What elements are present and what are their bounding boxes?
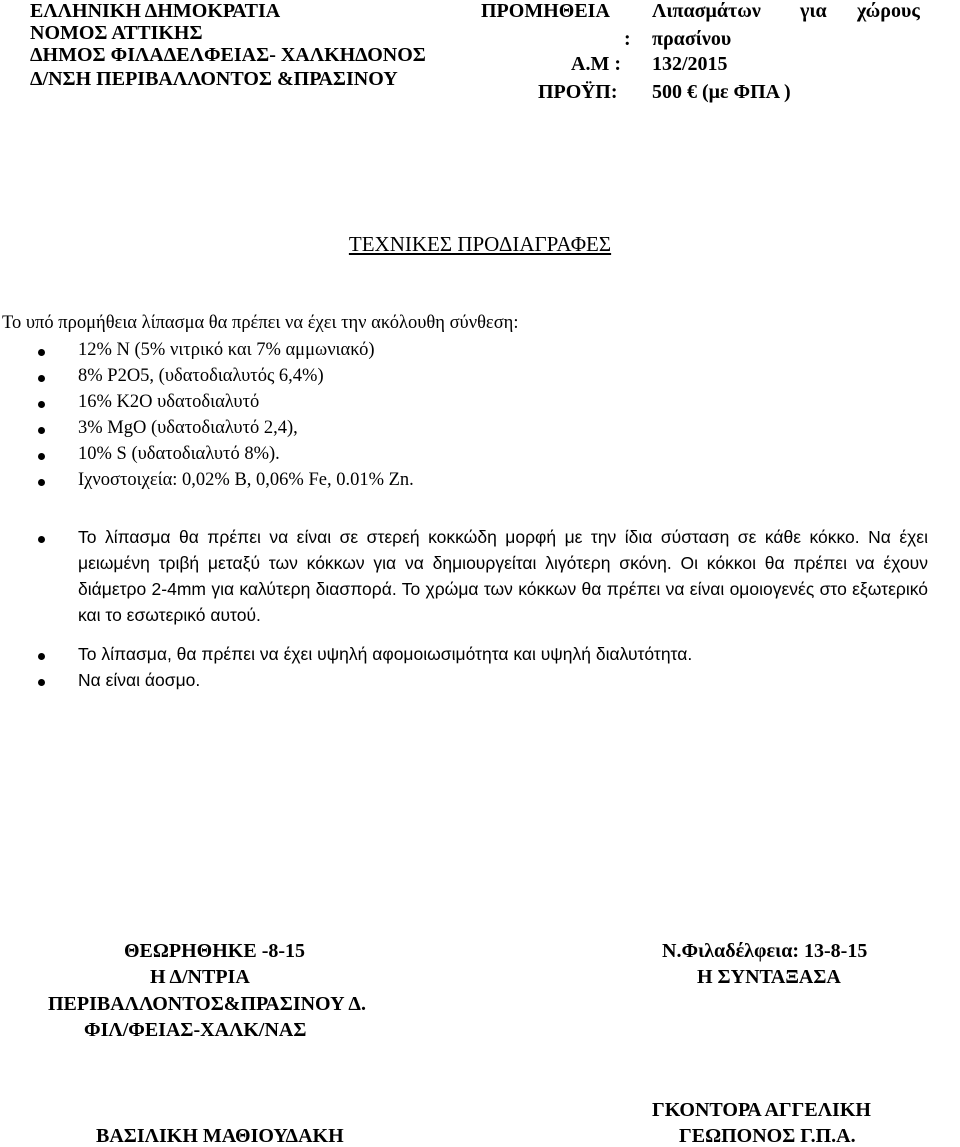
- bullet-icon: [38, 679, 45, 686]
- supply-value-word-2: για: [800, 0, 827, 22]
- header-country: ΕΛΛΗΝΙΚΗ ΔΗΜΟΚΡΑΤΙΑ: [30, 0, 281, 22]
- author-name: ΓΚΟΝΤΟΡΑ ΑΓΓΕΛΙΚΗ: [652, 1099, 871, 1121]
- bullet-icon: [38, 349, 45, 356]
- approver-name: ΒΑΣΙΛΙΚΗ ΜΑΘΙΟΥΔΑΚΗ: [96, 1125, 344, 1147]
- author-role: Η ΣΥΝΤΑΞΑΣΑ: [697, 966, 841, 988]
- requirement-item: Να είναι άοσμο.: [78, 670, 201, 690]
- am-value: 132/2015: [652, 53, 728, 75]
- bullet-icon: [38, 479, 45, 486]
- bullet-icon: [38, 401, 45, 408]
- header-directorate: Δ/ΝΣΗ ΠΕΡΙΒΑΛΛΟΝΤΟΣ &ΠΡΑΣΙΝΟΥ: [30, 68, 398, 90]
- department-line-2: ΦΙΛ/ΦΕΙΑΣ-ΧΑΛΚ/ΝΑΣ: [84, 1019, 307, 1041]
- composition-item: Ιχνοστοιχεία: 0,02% B, 0,06% Fe, 0.01% Zn.: [78, 470, 414, 490]
- header-municipality: ΔΗΜΟΣ ΦΙΛΑΔΕΛΦΕΙΑΣ- ΧΑΛΚΗΔΟΝΟΣ: [30, 44, 426, 66]
- budget-label: ΠΡΟΫΠ:: [538, 81, 618, 103]
- header-prefecture: ΝΟΜΟΣ ΑΤΤΙΚΗΣ: [30, 22, 203, 44]
- bullet-icon: [38, 653, 45, 660]
- composition-item: 16% Κ2Ο υδατοδιαλυτό: [78, 392, 260, 412]
- supply-label: ΠΡΟΜΗΘΕΙΑ: [481, 0, 610, 22]
- bullet-icon: [38, 427, 45, 434]
- approved-label: ΘΕΩΡΗΘΗΚΕ -8-15: [124, 940, 306, 962]
- composition-item: 12% Ν (5% νιτρικό και 7% αμμωνιακό): [78, 340, 375, 360]
- page-title: ΤΕΧΝΙΚΕΣ ΠΡΟΔΙΑΓΡΑΦΕΣ: [348, 232, 612, 256]
- composition-item: 10% S (υδατοδιαλυτό 8%).: [78, 444, 280, 464]
- bullet-icon: [38, 375, 45, 382]
- requirement-item: Το λίπασμα θα πρέπει να είναι σε στερεή κοκκώδη μορφή με την ίδια σύσταση σε κάθε κόκκο. Να έχει μειωμένη τριβή μεταξύ των κόκκων για να δημιουργείται λιγότερη σκόνη. Οι κόκκοι θα πρέπει να έχουν διάμετρο 2-4mm για καλύτερη διασπορά. Το χρώμα των κόκκων θα πρέπει να είναι ομοιογενές στο εξωτερικό και το εσωτερικό αυτού.: [78, 527, 928, 625]
- composition-item: 3% MgO (υδατοδιαλυτό 2,4),: [78, 418, 298, 438]
- supply-value-word-3: χώρους: [857, 0, 920, 22]
- department-line-1: ΠΕΡΙΒΑΛΛΟΝΤΟΣ&ΠΡΑΣΙΝΟΥ Δ.: [48, 993, 366, 1015]
- director-label: Η Δ/ΝΤΡΙΑ: [150, 966, 250, 988]
- bullet-icon: [38, 536, 45, 543]
- supply-value-word-4: πρασίνου: [652, 28, 732, 50]
- composition-item: 8% Ρ2Ο5, (υδατοδιαλυτός 6,4%): [78, 366, 324, 386]
- place-date: Ν.Φιλαδέλφεια: 13-8-15: [662, 940, 868, 962]
- intro-text: Το υπό προμήθεια λίπασμα θα πρέπει να έχει την ακόλουθη σύνθεση:: [2, 313, 519, 333]
- supply-value-word-1: Λιπασμάτων: [652, 0, 761, 22]
- budget-value: 500 € (με ΦΠΑ ): [652, 81, 791, 103]
- author-title: ΓΕΩΠΟΝΟΣ Γ.Π.Α.: [679, 1125, 856, 1147]
- supply-colon: :: [624, 28, 631, 50]
- requirement-item: Το λίπασμα, θα πρέπει να έχει υψηλή αφομοιωσιμότητα και υψηλή διαλυτότητα.: [78, 644, 693, 664]
- am-label: Α.Μ :: [571, 53, 621, 75]
- bullet-icon: [38, 453, 45, 460]
